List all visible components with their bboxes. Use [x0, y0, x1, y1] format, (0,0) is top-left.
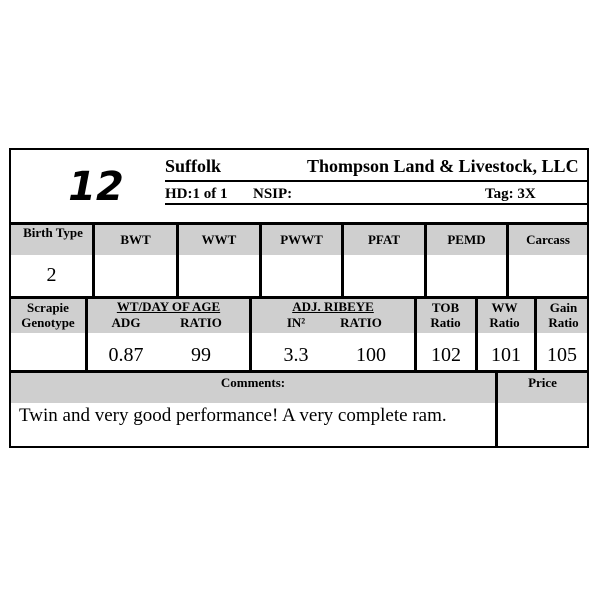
- pwwt-header: PWWT: [280, 232, 323, 247]
- rule-mid2: [11, 370, 587, 373]
- wwt-header: WWT: [201, 232, 237, 247]
- bwt-header: BWT: [120, 232, 151, 247]
- comments-text: Twin and very good performance! A very complete ram.: [19, 405, 447, 426]
- scrapie-header: Scrapie Genotype: [21, 300, 75, 330]
- ww-ratio-header: WW Ratio: [489, 300, 520, 330]
- birth-type-value: 2: [46, 264, 57, 286]
- sale-card: [9, 148, 589, 448]
- breeder-name: Thompson Land & Livestock, LLC: [307, 156, 579, 176]
- breed-label: Suffolk: [165, 156, 222, 176]
- pemd-header: PEMD: [447, 232, 486, 247]
- wt-day-header: WT/DAY OF AGE: [116, 299, 221, 314]
- price-header: Price: [528, 375, 557, 390]
- ratio-value: 99: [191, 344, 211, 366]
- ww-ratio-value: 101: [491, 344, 521, 366]
- carcass-header: Carcass: [526, 232, 570, 247]
- gain-ratio-value: 105: [547, 344, 577, 366]
- tag-label: Tag: 3X: [485, 186, 536, 202]
- lot-number: 12: [68, 164, 124, 210]
- header-rule: [165, 180, 589, 182]
- adg-value: 0.87: [108, 344, 144, 366]
- ribeye-ratio-value: 100: [356, 344, 386, 366]
- ribeye-ratio-header: RATIO: [340, 315, 382, 330]
- tob-ratio-header: TOB Ratio: [430, 300, 461, 330]
- ribeye-header: ADJ. RIBEYE: [292, 299, 374, 314]
- adg-header: ADG: [111, 315, 141, 330]
- ratio-header: RATIO: [180, 315, 222, 330]
- hd-label: HD:1 of 1: [165, 186, 228, 202]
- nsip-label: NSIP:: [253, 186, 293, 202]
- in2-value: 3.3: [283, 344, 309, 366]
- header-rule-bottom: [165, 203, 589, 205]
- gain-ratio-header: Gain Ratio: [548, 300, 579, 330]
- pfat-header: PFAT: [367, 232, 400, 247]
- comments-header: Comments:: [220, 375, 286, 390]
- in2-header: IN²: [286, 315, 306, 330]
- tob-ratio-value: 102: [431, 344, 461, 366]
- birth-type-header: Birth Type: [23, 225, 83, 240]
- rule-top: [11, 222, 587, 225]
